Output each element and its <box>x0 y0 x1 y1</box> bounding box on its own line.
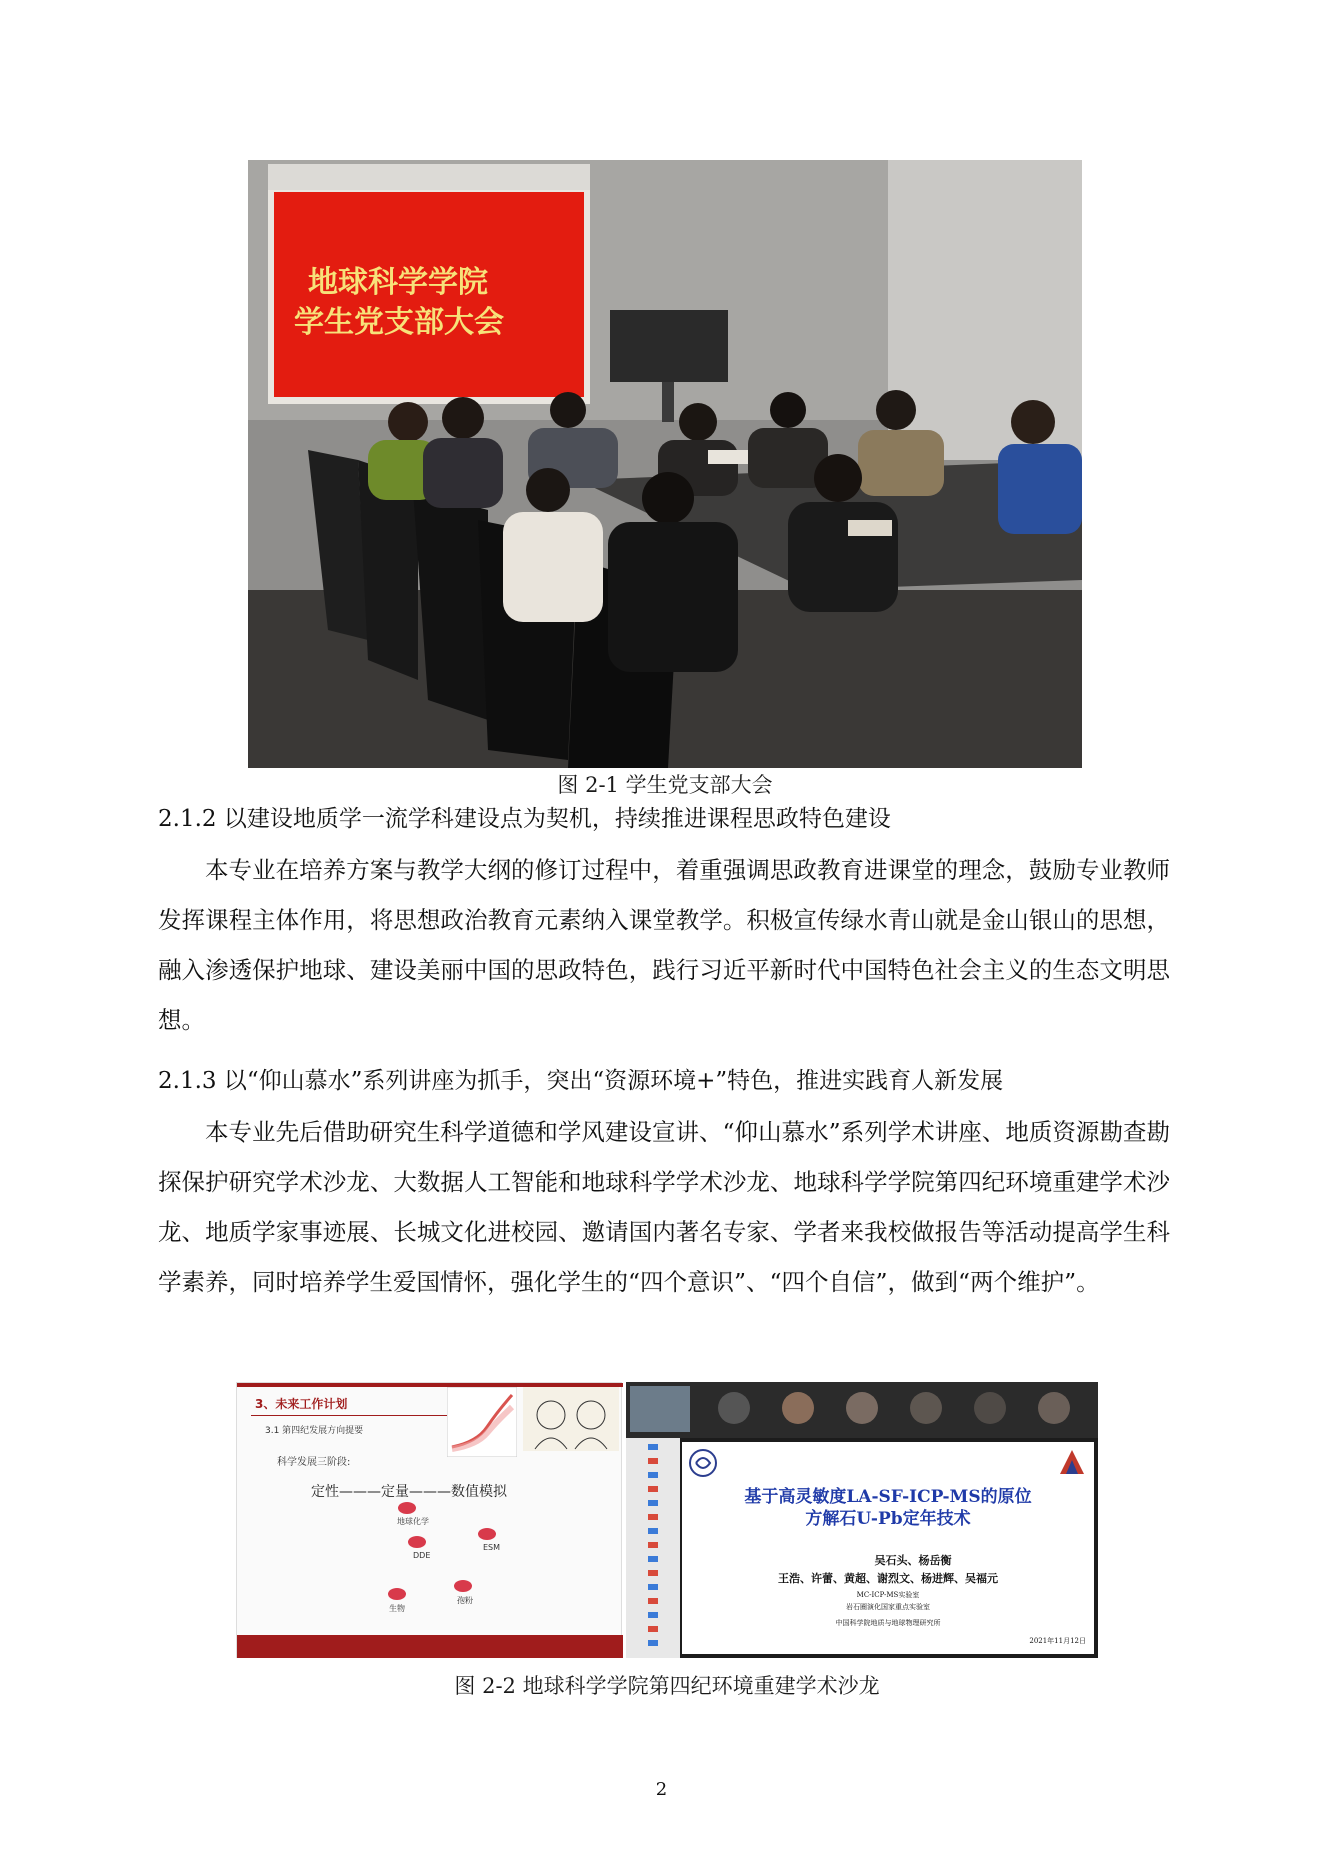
lab-logo <box>1056 1446 1088 1478</box>
participant-avatar <box>846 1392 878 1424</box>
figure-caption-1: 图 2-1 学生党支部大会 <box>557 773 773 797</box>
participant-avatar <box>782 1392 814 1424</box>
right-slide <box>626 1382 1098 1658</box>
figure-caption-2: 图 2-2 地球科学学院第四纪环境重建学术沙龙 <box>454 1674 880 1698</box>
slide-title-line-1: 基于高灵敏度LA-SF-ICP-MS的原位 <box>744 1487 1032 1507</box>
participant-avatar <box>974 1392 1006 1424</box>
meeting-photo <box>248 160 1082 768</box>
participant-tile <box>630 1386 690 1432</box>
participant-avatar <box>718 1392 750 1424</box>
left-slide-stage-label: 科学发展三阶段: <box>277 1457 351 1468</box>
projection-line-2: 学生党支部大会 <box>294 305 504 340</box>
node-label-2: DDE <box>413 1551 431 1560</box>
node-label-1: 地球化学 <box>397 1517 429 1526</box>
slide-authors-1: 吴石头、杨岳衡 <box>874 1554 952 1567</box>
left-slide-portraits <box>523 1387 619 1451</box>
institute-logo <box>688 1448 718 1478</box>
participant-avatar <box>1038 1392 1070 1424</box>
section-paragraph-2-1-3: 本专业先后借助研究生科学道德和学风建设宣讲、“仰山慕水”系列学术讲座、地质资源勘查勘探保护研究学术沙龙、大数据人工智能和地球科学学术沙龙、地球科学学院第四纪环境重建学术沙龙、地质学家事迹展、长城文化进校园、邀请国内著名专家、学者来我校做报告等活动提高学生科学素养，同时培养学生爱国情怀，强化学生的“四个意识”、“四个自信”，做到“两个维护”。 <box>158 1118 1170 1296</box>
presenter-toolbar <box>626 1438 680 1658</box>
section-heading-2-1-2: 2.1.2 以建设地质学一流学科建设点为契机，持续推进课程思政特色建设 <box>158 806 891 832</box>
left-slide-title: 3、未来工作计划 <box>255 1397 348 1411</box>
section-heading-2-1-3: 2.1.3 以“仰山慕水”系列讲座为抓手，突出“资源环境+”特色，推进实践育人新发展 <box>158 1068 1004 1094</box>
slide-institute: 中国科学院地质与地球物理研究所 <box>835 1619 941 1627</box>
left-slide-footer <box>237 1635 623 1658</box>
slide-authors-2: 王浩、许蕾、黄超、谢烈文、杨进辉、吴福元 <box>778 1572 998 1585</box>
left-slide-subtitle: 3.1 第四纪发展方向提要 <box>265 1426 364 1436</box>
node-label-3: ESM <box>483 1543 501 1552</box>
slide-lab-1: MC-ICP-MS实验室 <box>856 1591 920 1599</box>
section-paragraph-2-1-2: 本专业在培养方案与教学大纲的修订过程中，着重强调思政教育进课堂的理念，鼓励专业教师发挥课程主体作用，将思想政治教育元素纳入课堂教学。积极宣传绿水青山就是金山银山的思想，融入渗透保护地球、建设美丽中国的思政特色，践行习近平新时代中国特色社会主义的生态文明思想。 <box>158 856 1170 1034</box>
meeting-photo-drawing <box>248 160 1082 768</box>
slide-date: 2021年11月12日 <box>1029 1637 1086 1645</box>
node-label-5: 孢粉 <box>457 1596 473 1605</box>
projection-line-1: 地球科学学院 <box>308 265 488 300</box>
presentation-slide <box>682 1442 1094 1654</box>
left-slide-flow: 定性———定量———数值模拟 <box>311 1484 507 1500</box>
page-number: 2 <box>655 1779 668 1800</box>
salon-screenshots <box>236 1382 1098 1658</box>
participant-avatar <box>910 1392 942 1424</box>
participant-strip <box>626 1382 1098 1438</box>
left-slide-chart-thumbnail <box>447 1387 517 1457</box>
slide-title-line-2: 方解石U-Pb定年技术 <box>805 1509 971 1529</box>
slide-lab-2: 岩石圈演化国家重点实验室 <box>846 1603 930 1611</box>
node-label-4: 生物 <box>389 1604 405 1613</box>
left-slide <box>236 1382 622 1658</box>
